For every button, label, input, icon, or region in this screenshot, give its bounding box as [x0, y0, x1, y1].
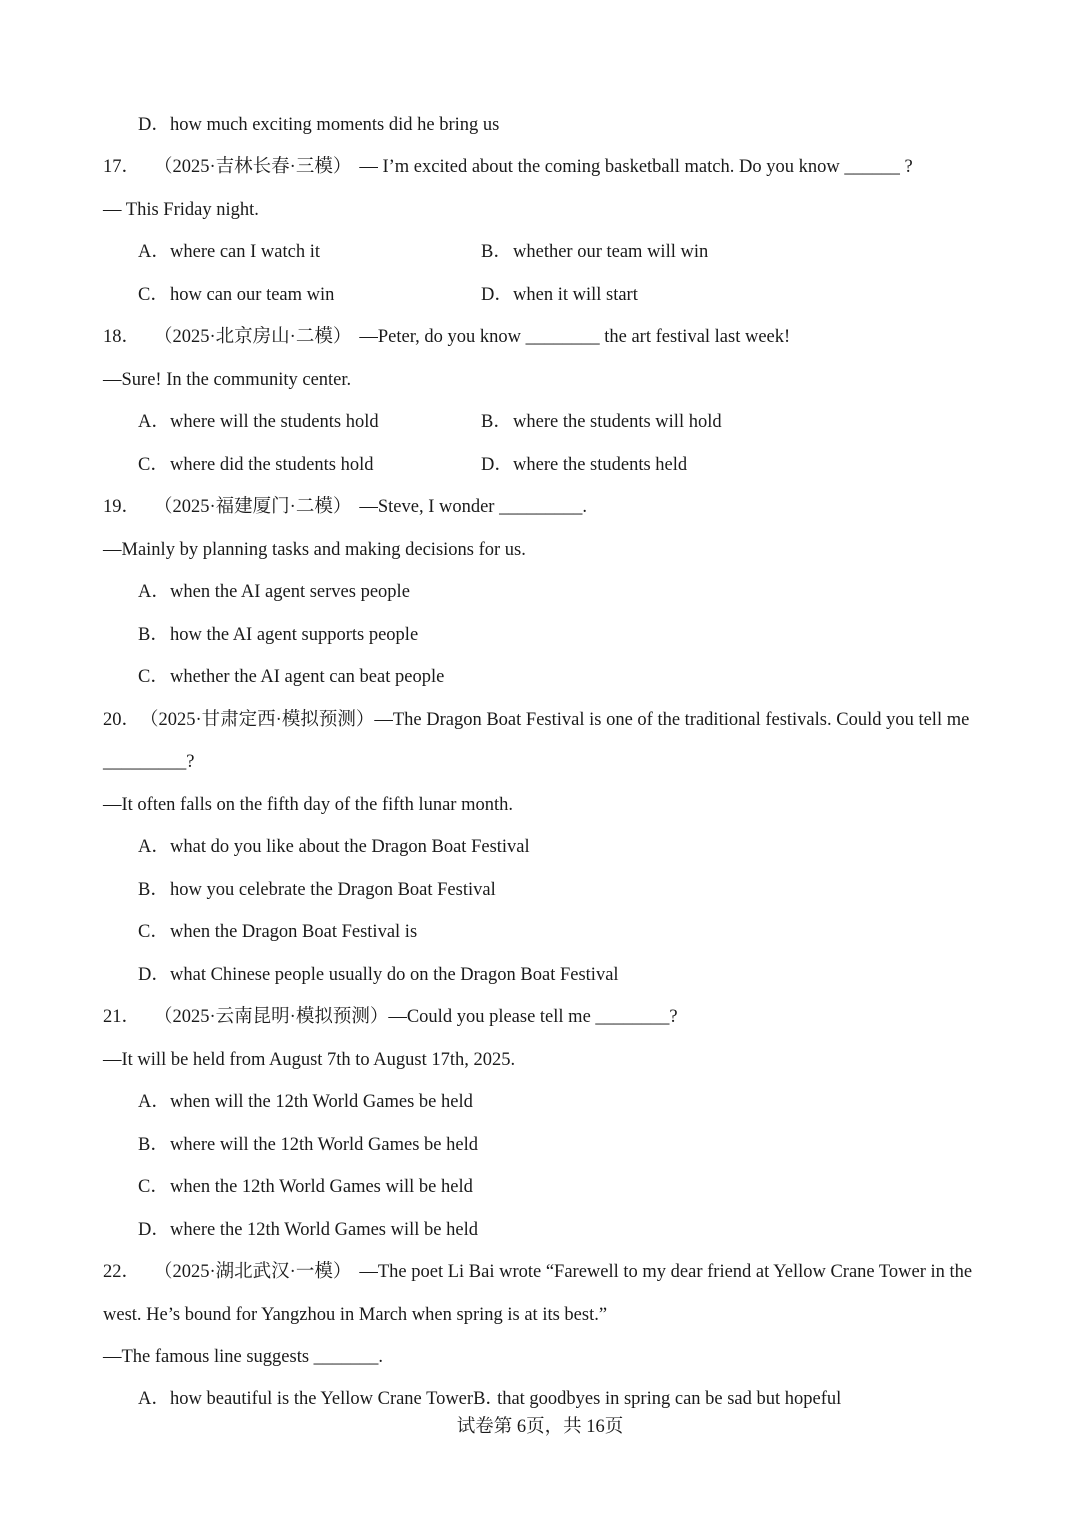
question-22-reply: —The famous line suggests _______. — [103, 1347, 384, 1367]
q20-option-d — [138, 963, 619, 987]
question-number: 21． — [103, 1007, 141, 1027]
option-letter: A． — [138, 242, 170, 262]
option-letter: D． — [481, 285, 513, 305]
option-letter: A． — [138, 1389, 170, 1409]
option-letter: B． — [138, 625, 169, 645]
option-text: when the 12th World Games will be held — [170, 1177, 473, 1197]
option-text: how beautiful is the Yellow Crane Tower — [170, 1389, 474, 1409]
question-text: —The poet Li Bai wrote “Farewell to my dear friend at Yellow Crane Tower in the — [359, 1262, 973, 1282]
question-text: —The Dragon Boat Festival is one of the traditional festivals. Could you tell me — [374, 710, 970, 730]
question-17-stem — [103, 155, 913, 179]
q18-option-d — [481, 453, 687, 477]
option-letter: B． — [138, 880, 169, 900]
q17-option-b — [481, 240, 708, 264]
question-text: — I’m excited about the coming basketball match. Do you know ______ ? — [359, 157, 913, 177]
question-number: 22． — [103, 1262, 141, 1282]
q21-option-a — [138, 1090, 473, 1114]
option-text: how much exciting moments did he bring us — [170, 115, 500, 135]
q18-option-b — [481, 410, 722, 434]
q19-option-a — [138, 580, 410, 604]
option-letter: C． — [138, 285, 169, 305]
option-text: when the Dragon Boat Festival is — [170, 922, 418, 942]
option-text: where did the students hold — [170, 455, 374, 475]
option-letter: D． — [138, 1220, 170, 1240]
q20-option-a — [138, 835, 530, 859]
q21-option-d — [138, 1218, 478, 1242]
option-letter: A． — [138, 412, 170, 432]
option-text: where will the 12th World Games be held — [170, 1135, 478, 1155]
question-20-stem-continued: _________? — [103, 752, 195, 772]
q17-option-d — [481, 283, 638, 307]
question-18-stem — [103, 325, 790, 349]
question-text: —Could you please tell me ________? — [388, 1007, 678, 1027]
option-text: whether the AI agent can beat people — [170, 667, 445, 687]
question-number: 20． — [103, 710, 141, 730]
option-letter: D． — [138, 115, 170, 135]
question-18-reply: —Sure! In the community center. — [103, 370, 352, 390]
option-text: where will the students hold — [170, 412, 379, 432]
q21-option-c — [138, 1175, 473, 1199]
option-letter: B． — [138, 1135, 169, 1155]
q17-option-a — [138, 240, 320, 264]
option-letter: A． — [138, 582, 170, 602]
question-21-reply: —It will be held from August 7th to August 17th, 2025. — [103, 1050, 516, 1070]
option-letter: B． — [473, 1389, 504, 1409]
option-text: that goodbyes in spring can be sad but hopeful — [497, 1389, 842, 1409]
option-text: when will the 12th World Games be held — [170, 1092, 473, 1112]
option-text: how you celebrate the Dragon Boat Festival — [170, 880, 496, 900]
question-source: （2025·湖北武汉·一模） — [154, 1262, 352, 1282]
question-17-reply: — This Friday night. — [103, 200, 259, 220]
question-20-reply: —It often falls on the fifth day of the fifth lunar month. — [103, 795, 513, 815]
option-text: where the students held — [513, 455, 688, 475]
question-text: —Steve, I wonder _________. — [359, 497, 587, 517]
option-letter: C． — [138, 667, 169, 687]
option-text: whether our team will win — [513, 242, 709, 262]
q18-option-a — [138, 410, 379, 434]
question-22-stem-continued: west. He’s bound for Yangzhou in March when spring is at its best.” — [103, 1305, 608, 1325]
option-text: how the AI agent supports people — [170, 625, 419, 645]
question-number: 19． — [103, 497, 141, 517]
question-number: 17． — [103, 157, 141, 177]
option-text: where can I watch it — [170, 242, 320, 262]
q21-option-b — [138, 1133, 478, 1157]
q17-option-c — [138, 283, 334, 307]
q18-option-c — [138, 453, 373, 477]
option-letter: D． — [138, 965, 170, 985]
q19-option-c — [138, 665, 444, 689]
question-20-stem — [103, 708, 969, 732]
question-source: （2025·吉林长春·三模） — [154, 157, 352, 177]
option-text: when it will start — [513, 285, 638, 305]
option-letter: D． — [481, 455, 513, 475]
option-letter: C． — [138, 1177, 169, 1197]
option-letter: C． — [138, 455, 169, 475]
question-number: 18． — [103, 327, 141, 347]
question-22-stem — [103, 1260, 972, 1284]
option-text: how can our team win — [170, 285, 335, 305]
option-text: where the 12th World Games will be held — [170, 1220, 478, 1240]
question-19-reply: —Mainly by planning tasks and making decisions for us. — [103, 540, 526, 560]
option-text: when the AI agent serves people — [170, 582, 410, 602]
q20-option-c — [138, 920, 417, 944]
option-letter: B． — [481, 412, 512, 432]
option-d-q16 — [138, 113, 499, 137]
question-text: —Peter, do you know ________ the art festival last week! — [359, 327, 791, 347]
q20-option-b — [138, 878, 496, 902]
question-source: （2025·云南昆明·模拟预测） — [154, 1007, 389, 1027]
option-letter: A． — [138, 1092, 170, 1112]
option-text: what do you like about the Dragon Boat Festival — [170, 837, 530, 857]
question-19-stem — [103, 495, 587, 519]
question-source: （2025·福建厦门·二模） — [154, 497, 352, 517]
option-letter: A． — [138, 837, 170, 857]
page-footer: 试卷第 6页，共 16页 — [456, 1417, 624, 1437]
option-letter: B． — [481, 242, 512, 262]
q19-option-b — [138, 623, 418, 647]
question-source: （2025·北京房山·二模） — [154, 327, 352, 347]
option-text: what Chinese people usually do on the Dragon Boat Festival — [170, 965, 619, 985]
question-21-stem — [103, 1005, 678, 1029]
option-letter: C． — [138, 922, 169, 942]
q22-options-ab — [138, 1387, 841, 1411]
question-source: （2025·甘肃定西·模拟预测） — [140, 710, 375, 730]
option-text: where the students will hold — [513, 412, 722, 432]
